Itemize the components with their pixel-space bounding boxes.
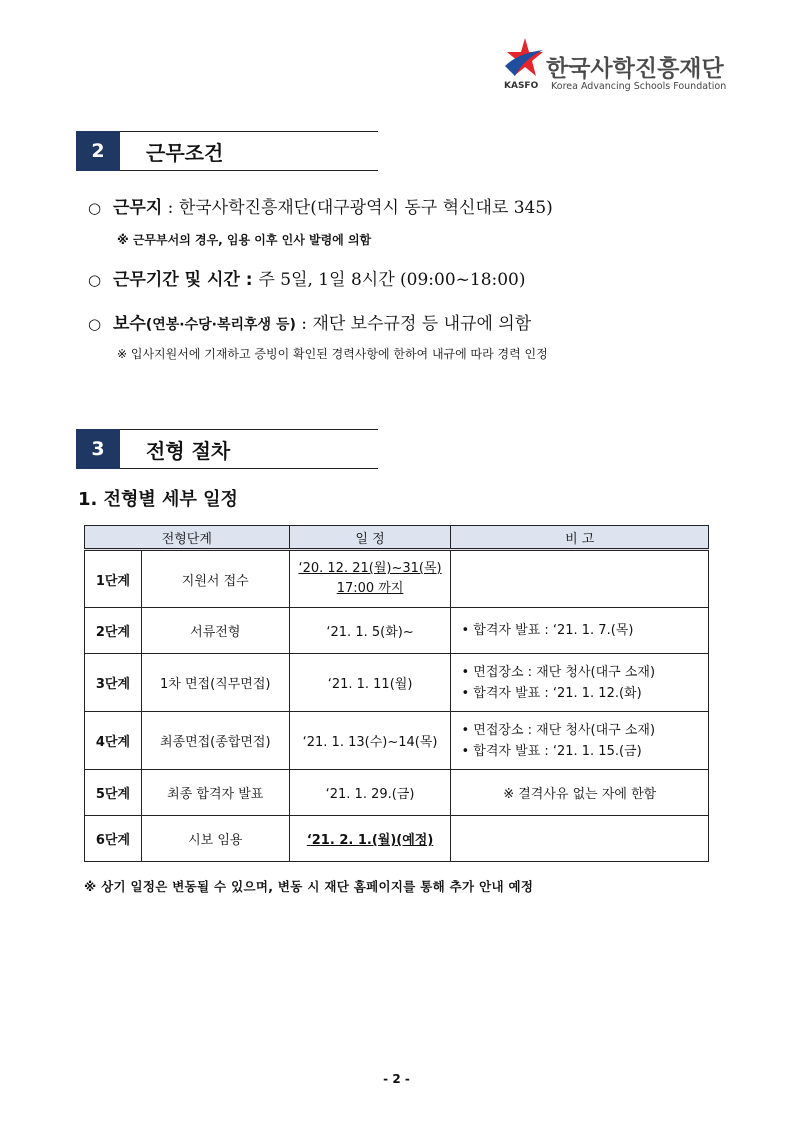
date-line: ‘20. 12. 21(월)~31(목): [298, 561, 442, 576]
date-cell: [289, 712, 451, 770]
note-cell: [451, 770, 709, 816]
bullet-circle: ○: [88, 315, 102, 333]
stage-cell: 6단계: [85, 816, 142, 862]
pay-note: ※ 입사지원서에 기재하고 증빙이 확인된 경력사항에 한하여 내규에 따라 경력 인정: [117, 347, 548, 361]
date-line: ‘21. 1. 11(월): [327, 677, 413, 692]
table-row: [85, 654, 709, 712]
note-line: • 합격자 발표 : ‘21. 1. 7.(목): [461, 623, 634, 638]
table-row: [85, 712, 709, 770]
workplace-line: [88, 193, 553, 218]
divider: [120, 170, 378, 171]
section-2-header: [76, 131, 378, 171]
stage-name-cell: 1차 면접(직무면접): [141, 654, 289, 712]
note-cell: [451, 608, 709, 654]
separator: :: [162, 198, 179, 218]
hours-value: 주 5일, 1일 8시간 (09:00~18:00): [258, 270, 526, 290]
table-row: [85, 770, 709, 816]
note-line: • 합격자 발표 : ‘21. 1. 15.(금): [461, 743, 642, 759]
separator: :: [295, 314, 313, 334]
date-cell: [289, 816, 451, 862]
logo-name-en: Korea Advancing Schools Foundation: [551, 81, 727, 92]
bullet-circle: ○: [88, 199, 102, 217]
schedule-subheading: 1. 전형별 세부 일정: [78, 489, 238, 510]
pay-value: 재단 보수규정 등 내규에 의함: [312, 314, 532, 334]
stage-name-cell: 최종면접(종합면접): [141, 712, 289, 770]
section-title: 근무조건: [146, 141, 224, 165]
note-cell: [451, 712, 709, 770]
stage-name-cell: 시보 임용: [141, 816, 289, 862]
stage-cell: 4단계: [85, 712, 142, 770]
date-cell: [289, 550, 451, 608]
stage-name-cell: 서류전형: [141, 608, 289, 654]
foundation-logo: [503, 36, 733, 96]
workplace-note: ※ 근무부서의 경우, 임용 이후 인사 발령에 의함: [117, 233, 372, 247]
table-header-row: [85, 526, 709, 550]
date-line: ‘21. 1. 5(화)~: [326, 625, 414, 640]
note-line: • 면접장소 : 재단 청사(대구 소재): [461, 664, 656, 680]
table-row: [85, 550, 709, 608]
date-cell: [289, 608, 451, 654]
workplace-label: 근무지: [113, 198, 163, 218]
date-line: ‘21. 1. 13(수)~14(목): [302, 735, 438, 750]
table-row: [85, 816, 709, 862]
section-3-header: [76, 429, 378, 469]
date-line: 17:00 까지: [336, 581, 404, 596]
note-line: • 면접장소 : 재단 청사(대구 소재): [461, 722, 656, 738]
note-line: ※ 결격사유 없는 자에 한함: [503, 787, 657, 802]
note-cell: [451, 550, 709, 608]
date-cell: [289, 654, 451, 712]
stage-name-cell: 최종 합격자 발표: [141, 770, 289, 816]
divider: [120, 429, 378, 430]
pay-label-detail: (연봉·수당·복리후생 등): [145, 317, 296, 333]
date-line: ‘21. 1. 29.(금): [325, 787, 415, 802]
note-cell: [451, 654, 709, 712]
hours-line: [88, 265, 526, 290]
column-header: 전형단계: [85, 526, 290, 550]
stage-cell: 3단계: [85, 654, 142, 712]
stage-cell: 5단계: [85, 770, 142, 816]
hours-label: 근무기간 및 시간 :: [113, 270, 259, 290]
star-logo-icon: [503, 36, 545, 80]
note-cell: [451, 816, 709, 862]
section-title: 전형 절차: [146, 439, 231, 463]
section-number-badge: 3: [76, 429, 120, 469]
date-line: ‘21. 2. 1.(월)(예정): [306, 833, 434, 848]
stage-cell: 1단계: [85, 550, 142, 608]
pay-line: [88, 309, 531, 334]
divider: [120, 468, 378, 469]
column-header: 비 고: [451, 526, 709, 550]
column-header: 일 정: [289, 526, 451, 550]
note-line: • 합격자 발표 : ‘21. 1. 12.(화): [461, 685, 642, 701]
stage-cell: 2단계: [85, 608, 142, 654]
date-cell: [289, 770, 451, 816]
logo-name-ko: 한국사학진흥재단: [546, 56, 724, 82]
table-row: [85, 608, 709, 654]
workplace-value: 한국사학진흥재단(대구광역시 동구 혁신대로 345): [178, 198, 553, 218]
pay-label: 보수: [113, 314, 146, 334]
divider: [120, 131, 378, 132]
logo-abbr: KASFO: [504, 81, 539, 91]
stage-name-cell: 지원서 접수: [141, 550, 289, 608]
schedule-footnote: ※ 상기 일정은 변동될 수 있으며, 변동 시 재단 홈페이지를 통해 추가 안내 예정: [84, 879, 534, 894]
section-number-badge: 2: [76, 131, 120, 171]
schedule-table: [84, 525, 709, 862]
bullet-circle: ○: [88, 271, 102, 289]
page-number: - 2 -: [383, 1072, 410, 1086]
